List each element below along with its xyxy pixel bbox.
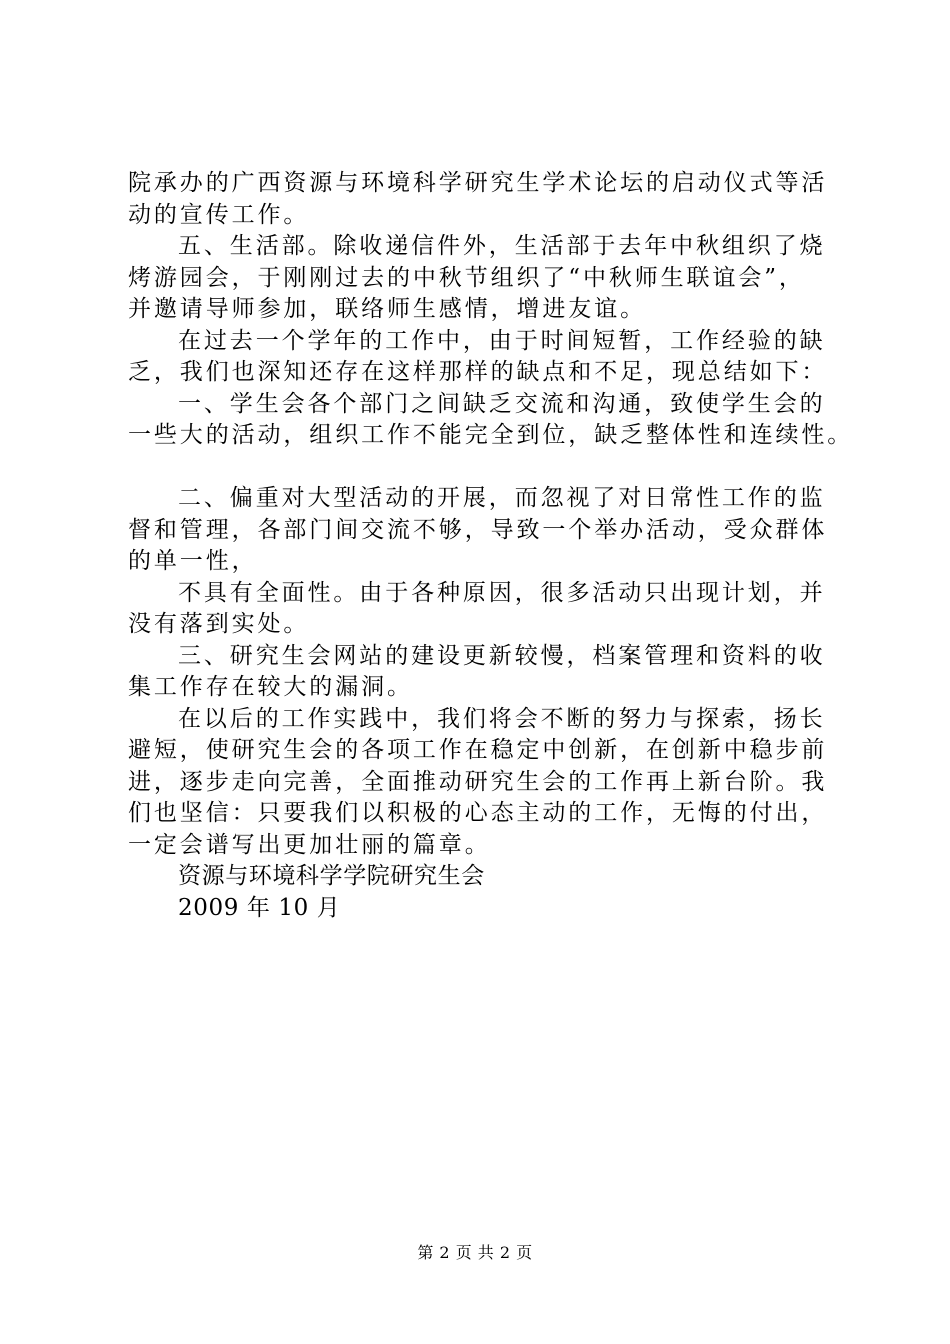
paragraph-line: 一些大的活动，组织工作不能完全到位，缺乏整体性和连续性。 [128,422,854,448]
signature-organization: 资源与环境科学学院研究生会 [178,863,485,889]
paragraph-line: 集工作存在较大的漏洞。 [128,674,413,700]
paragraph-line: 督和管理，各部门间交流不够，导致一个举办活动，受众群体 [128,516,828,543]
paragraph-line: 三、研究生会网站的建设更新较慢，档案管理和资料的收 [178,642,826,669]
paragraph-line: 在过去一个学年的工作中，由于时间短暂，工作经验的缺 [178,327,826,354]
paragraph-line: 动的宣传工作。 [128,201,310,228]
paragraph-line: 在以后的工作实践中，我们将会不断的努力与探索，扬长 [178,705,826,732]
paragraph-line: 避短，使研究生会的各项工作在稳定中创新，在创新中稳步前 [128,737,828,763]
document-body [128,168,854,924]
signature-date: 2009 年 10 月 [178,894,341,921]
paragraph-line: 的单一性， [128,548,258,574]
paragraph-line: 院承办的广西资源与环境科学研究生学术论坛的启动仪式等活 [128,170,828,196]
page-footer [0,1242,950,1264]
paragraph-line: 并邀请导师参加，联络师生感情，增进友谊。 [128,296,646,322]
paragraph-line: 们也坚信：只要我们以积极的心态主动的工作，无悔的付出， [128,800,828,826]
paragraph-line: 五、生活部。除收递信件外，生活部于去年中秋组织了烧 [178,233,826,259]
paragraph-line: 不具有全面性。由于各种原因，很多活动只出现计划，并 [178,579,826,606]
page-number-indicator: 第 2 页 共 2 页 [417,1243,533,1262]
paragraph-line: 二、偏重对大型活动的开展，而忽视了对日常性工作的监 [178,485,826,511]
paragraph-line: 一、学生会各个部门之间缺乏交流和沟通，致使学生会的 [178,390,826,417]
paragraph-line: 乏，我们也深知还存在这样那样的缺点和不足，现总结如下： [128,359,828,385]
paragraph-line: 烤游园会，于刚刚过去的中秋节组织了“中秋师生联谊会”， [128,264,805,291]
paragraph-line: 没有落到实处。 [128,611,310,637]
paragraph-line: 一定会谱写出更加壮丽的篇章。 [128,831,491,858]
paragraph-line: 进，逐步走向完善，全面推动研究生会的工作再上新台阶。我 [128,768,828,795]
blank-line [128,452,840,484]
